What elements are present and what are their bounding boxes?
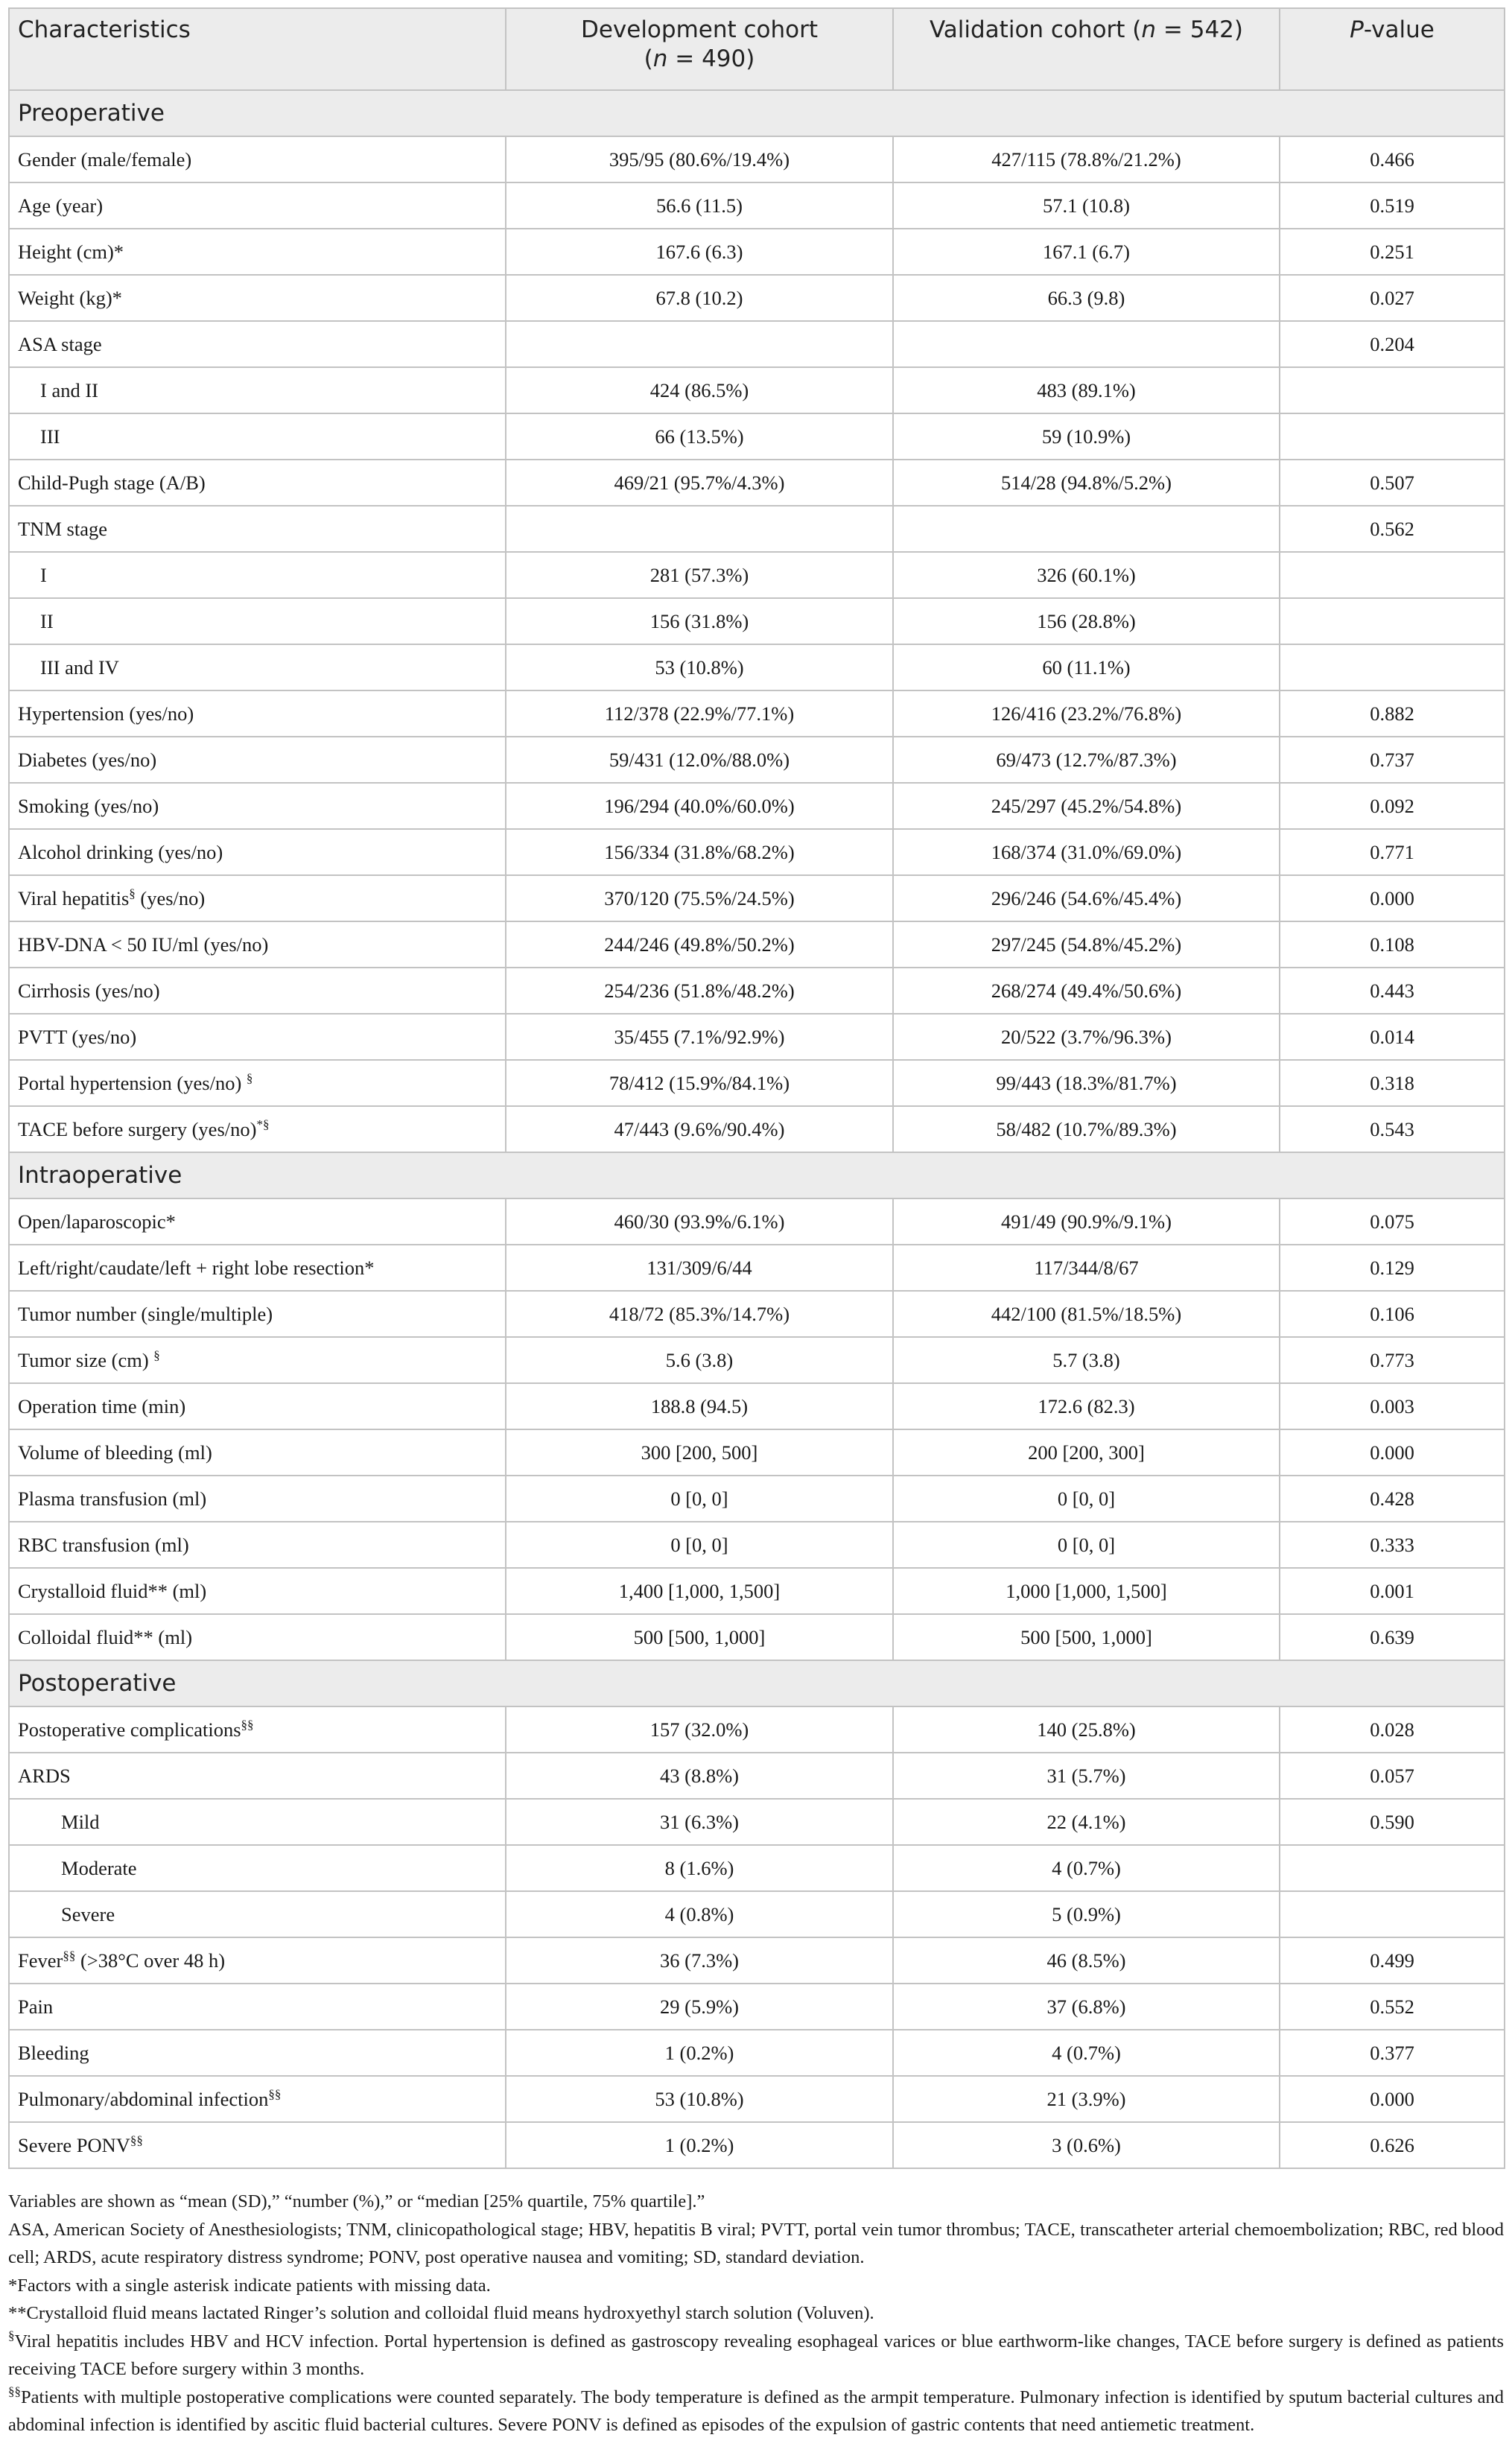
table-row: Viral hepatitis§ (yes/no) 370/120 (75.5%/24.5%) 296/246 (54.6%/45.4%) 0.000 [9,875,1505,921]
table-row: Cirrhosis (yes/no) 254/236 (51.8%/48.2%) 268/274 (49.4%/50.6%) 0.443 [9,968,1505,1014]
table-row: Left/right/caudate/left + right lobe resection* 131/309/6/44 117/344/8/67 0.129 [9,1245,1505,1291]
section-postoperative: Postoperative [9,1660,1505,1706]
table-row: Fever§§ (>38°C over 48 h) 36 (7.3%) 46 (8.5%) 0.499 [9,1937,1505,1984]
table-row: III 66 (13.5%) 59 (10.9%) [9,413,1505,460]
footnote-single-asterisk: *Factors with a single asterisk indicate patients with missing data. [8,2275,491,2296]
table-row: Portal hypertension (yes/no) § 78/412 (15.9%/84.1%) 99/443 (18.3%/81.7%) 0.318 [9,1060,1505,1106]
table-row: Postoperative complications§§ 157 (32.0%) 140 (25.8%) 0.028 [9,1706,1505,1753]
header-validation-cohort: Validation cohort (n = 542) [893,8,1280,90]
footnote-double-section-mark: §§Patients with multiple postoperative complications were counted separately. The body temperature is defined as the armpit temperature. Pulmonary infection is identified by sputum bacterial cultures and abdominal infection is identified by ascitic fluid bacterial cultures. Severe PONV is defined as episodes of the expulsion of gastric contents that need antiemetic treatment. [8,2384,1504,2435]
characteristics-table [8,7,1505,2169]
header-p-value: P-value [1280,8,1505,90]
table-row: PVTT (yes/no) 35/455 (7.1%/92.9%) 20/522 (3.7%/96.3%) 0.014 [9,1014,1505,1060]
table-row: Crystalloid fluid** (ml) 1,400 [1,000, 1,500] 1,000 [1,000, 1,500] 0.001 [9,1568,1505,1614]
table-row: Weight (kg)* 67.8 (10.2) 66.3 (9.8) 0.027 [9,275,1505,321]
table-row: ASA stage 0.204 [9,321,1505,367]
table-row: Tumor number (single/multiple) 418/72 (85.3%/14.7%) 442/100 (81.5%/18.5%) 0.106 [9,1291,1505,1337]
table-row: Hypertension (yes/no) 112/378 (22.9%/77.1%) 126/416 (23.2%/76.8%) 0.882 [9,690,1505,737]
table-row: Bleeding 1 (0.2%) 4 (0.7%) 0.377 [9,2030,1505,2076]
table-row: Volume of bleeding (ml) 300 [200, 500] 200 [200, 300] 0.000 [9,1429,1505,1476]
table-footnotes [8,2188,1504,2439]
footnote-double-asterisk: **Crystalloid fluid means lactated Ringer’s solution and colloidal fluid means hydroxyethyl starch solution (Voluven). [8,2303,874,2323]
header-characteristics: Characteristics [9,8,506,90]
table-row: Mild 31 (6.3%) 22 (4.1%) 0.590 [9,1799,1505,1845]
table-row: Height (cm)* 167.6 (6.3) 167.1 (6.7) 0.251 [9,229,1505,275]
table-row: ARDS 43 (8.8%) 31 (5.7%) 0.057 [9,1753,1505,1799]
table-row: II 156 (31.8%) 156 (28.8%) [9,598,1505,644]
table-row: Pain 29 (5.9%) 37 (6.8%) 0.552 [9,1984,1505,2030]
table-row: Moderate 8 (1.6%) 4 (0.7%) [9,1845,1505,1891]
table-row: I and II 424 (86.5%) 483 (89.1%) [9,367,1505,413]
table-row: RBC transfusion (ml) 0 [0, 0] 0 [0, 0] 0.333 [9,1522,1505,1568]
table-row: TNM stage 0.562 [9,506,1505,552]
table-row: Age (year) 56.6 (11.5) 57.1 (10.8) 0.519 [9,182,1505,229]
table-row: HBV-DNA < 50 IU/ml (yes/no) 244/246 (49.8%/50.2%) 297/245 (54.8%/45.2%) 0.108 [9,921,1505,968]
table-row: Gender (male/female) 395/95 (80.6%/19.4%) 427/115 (78.8%/21.2%) 0.466 [9,136,1505,182]
table-row: TACE before surgery (yes/no)*§ 47/443 (9.6%/90.4%) 58/482 (10.7%/89.3%) 0.543 [9,1106,1505,1152]
table-row: Operation time (min) 188.8 (94.5) 172.6 (82.3) 0.003 [9,1383,1505,1429]
table-row: Diabetes (yes/no) 59/431 (12.0%/88.0%) 69/473 (12.7%/87.3%) 0.737 [9,737,1505,783]
table-header-row [9,8,1505,90]
table-row: Severe PONV§§ 1 (0.2%) 3 (0.6%) 0.626 [9,2122,1505,2168]
table-row: Open/laparoscopic* 460/30 (93.9%/6.1%) 491/49 (90.9%/9.1%) 0.075 [9,1198,1505,1245]
section-preoperative: Preoperative [9,90,1505,136]
table-row: III and IV 53 (10.8%) 60 (11.1%) [9,644,1505,690]
table-row: Colloidal fluid** (ml) 500 [500, 1,000] 500 [500, 1,000] 0.639 [9,1614,1505,1660]
table-row: Alcohol drinking (yes/no) 156/334 (31.8%/68.2%) 168/374 (31.0%/69.0%) 0.771 [9,829,1505,875]
footnote-section-mark: §Viral hepatitis includes HBV and HCV infection. Portal hypertension is defined as gastroscopy revealing esophageal varices or blue earthworm-like changes, TACE before surgery is defined as patients receiving TACE before surgery within 3 months. [8,2328,1504,2379]
table-row: Child-Pugh stage (A/B) 469/21 (95.7%/4.3%) 514/28 (94.8%/5.2%) 0.507 [9,460,1505,506]
table-row: Pulmonary/abdominal infection§§ 53 (10.8%) 21 (3.9%) 0.000 [9,2076,1505,2122]
table-row: Severe 4 (0.8%) 5 (0.9%) [9,1891,1505,1937]
table-row: Smoking (yes/no) 196/294 (40.0%/60.0%) 245/297 (45.2%/54.8%) 0.092 [9,783,1505,829]
footnote-variables: Variables are shown as “mean (SD),” “number (%),” or “median [25% quartile, 75% quartile].” [8,2191,705,2211]
header-development-cohort: Development cohort (n = 490) [506,8,893,90]
section-intraoperative: Intraoperative [9,1152,1505,1198]
table-row: Tumor size (cm) § 5.6 (3.8) 5.7 (3.8) 0.773 [9,1337,1505,1383]
table-row: Plasma transfusion (ml) 0 [0, 0] 0 [0, 0] 0.428 [9,1476,1505,1522]
table-row: I 281 (57.3%) 326 (60.1%) [9,552,1505,598]
footnote-abbreviations: ASA, American Society of Anesthesiologists; TNM, clinicopathological stage; HBV, hepatitis B viral; PVTT, portal vein tumor thrombus; TACE, transcatheter arterial chemoembolization; RBC, red blood cell; ARDS, acute respiratory distress syndrome; PONV, post operative nausea and vomiting; SD, standard deviation. [8,2219,1504,2267]
